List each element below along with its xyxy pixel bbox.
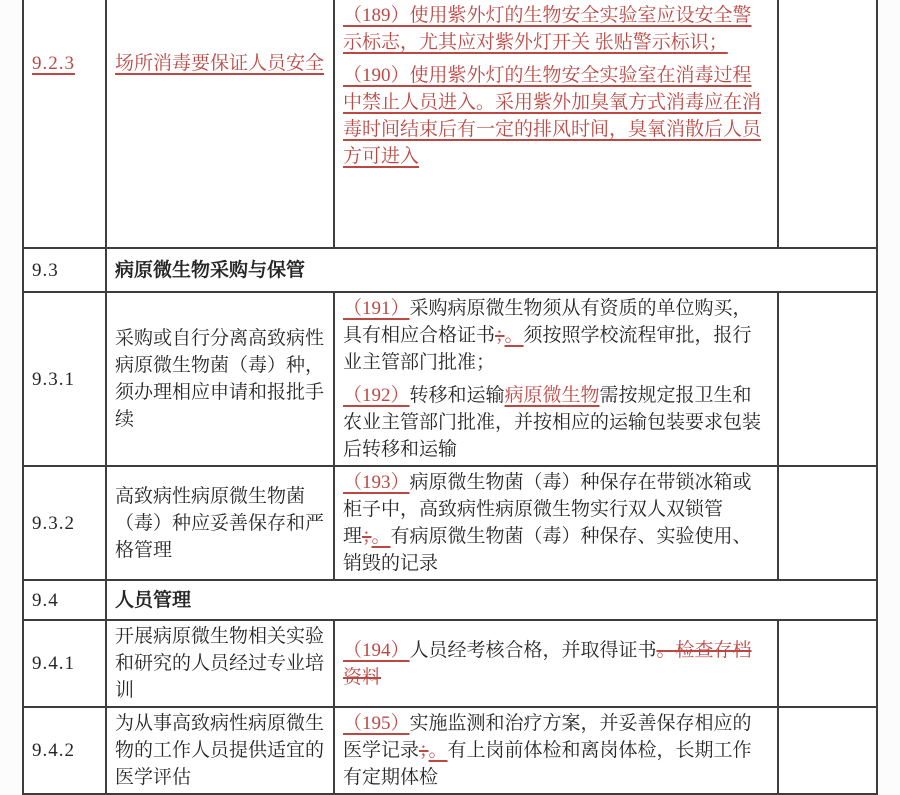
- inserted-text: 。: [504, 325, 524, 346]
- text-segment: 有上岗前体检和离岗体检，长期工作有定期体检: [343, 740, 752, 788]
- section-row: [23, 248, 877, 292]
- text-segment: 高致病性病原微生物菌（毒）种应妥善保存和严格管理: [115, 485, 325, 561]
- review-table-body: [23, 0, 877, 794]
- inserted-text: （190）使用紫外灯的生物安全实验室在消毒过程中禁止人员进入。采用紫外加臭氧方式消毒应在消毒时间结束后有一定的排风时间，臭氧消散后人员方可进入: [343, 65, 762, 167]
- item-description: [106, 466, 334, 580]
- item-code: 9.3.1: [23, 292, 106, 466]
- section-title: 病原微生物采购与保管: [106, 248, 877, 292]
- inserted-text: （194）: [343, 639, 410, 661]
- text-segment: 需按规定报卫生和农业主管部门批准，并按相应的运输包装要求包装后转移和运输: [343, 385, 762, 460]
- item-description: [106, 0, 334, 248]
- item-code: 9.4: [23, 580, 106, 620]
- item-description: [106, 707, 334, 794]
- requirement-paragraph: [343, 637, 769, 691]
- item-code: 9.3: [23, 248, 106, 292]
- text-segment: 人员经考核合格，并取得证书: [409, 639, 657, 661]
- inserted-text: （192）: [343, 385, 410, 406]
- text-segment: 采购或自行分离高致病性病原微生物菌（毒）种，须办理相应申请和报批手续: [115, 328, 325, 430]
- check-result-cell: [778, 707, 877, 794]
- item-requirements: [334, 466, 778, 580]
- section-title: 人员管理: [106, 580, 877, 620]
- check-result-cell: [778, 292, 877, 466]
- text-segment: 有病原微生物菌（毒）种保存、实验使用、销毁的记录: [343, 526, 752, 574]
- text-segment: 病原微生物菌（毒）种保存在带锁冰箱或柜子中，高致病性病原微生物实行双人双锁管理: [343, 472, 752, 547]
- text-segment: 采购病原微生物须从有资质的单位购买，具有相应合格证书: [343, 298, 752, 346]
- inserted-text: （191）: [343, 298, 410, 319]
- inserted-text: 。: [428, 740, 448, 761]
- deleted-text: ；: [419, 740, 429, 761]
- item-code: 9.3.2: [23, 466, 106, 580]
- requirement-paragraph: [343, 710, 769, 791]
- item-code: 9.4.1: [23, 620, 106, 707]
- item-row: [23, 292, 877, 466]
- inserted-text: 病原微生物: [504, 385, 600, 406]
- inserted-text: （195）: [343, 713, 410, 734]
- deleted-text: ；: [362, 526, 372, 547]
- item-row: [23, 466, 877, 580]
- item-row: [23, 620, 877, 707]
- inserted-text: （193）: [343, 472, 410, 493]
- item-row: [23, 707, 877, 794]
- deleted-text: ；: [495, 325, 505, 346]
- requirement-paragraph: [343, 62, 769, 170]
- inserted-text: （189）使用紫外灯的生物安全实验室应设安全警示标志，尤其应对紫外灯开关 张贴警示标识；: [343, 5, 752, 53]
- inserted-text: 场所消毒要保证人员安全: [115, 53, 325, 74]
- text-segment: 实施监测和治疗方案，并妥善保存相应的医学记录: [343, 713, 752, 761]
- review-checklist-table: [22, 0, 878, 795]
- item-requirements: [334, 620, 778, 707]
- item-code: 9.2.3: [23, 0, 106, 248]
- requirement-paragraph: [343, 2, 769, 56]
- item-requirements: [334, 707, 778, 794]
- text-segment: 须按照学校流程审批，报行业主管部门批准；: [343, 325, 752, 373]
- inserted-text: 。: [371, 526, 391, 547]
- item-code: 9.4.2: [23, 707, 106, 794]
- text-segment: 转移和运输: [409, 385, 505, 406]
- check-result-cell: [778, 0, 877, 248]
- item-description: [106, 620, 334, 707]
- check-result-cell: [778, 620, 877, 707]
- item-requirements: [334, 0, 778, 248]
- deleted-text: 。检查存档资料: [343, 639, 752, 688]
- requirement-paragraph: [343, 295, 769, 376]
- section-row: [23, 580, 877, 620]
- text-segment: 为从事高致病性病原微生物的工作人员提供适宜的医学评估: [115, 713, 325, 788]
- text-segment: 开展病原微生物相关实验和研究的人员经过专业培训: [115, 626, 325, 701]
- item-row: [23, 0, 877, 248]
- requirement-paragraph: [343, 469, 769, 577]
- check-result-cell: [778, 466, 877, 580]
- item-requirements: [334, 292, 778, 466]
- item-description: [106, 292, 334, 466]
- requirement-paragraph: [343, 382, 769, 463]
